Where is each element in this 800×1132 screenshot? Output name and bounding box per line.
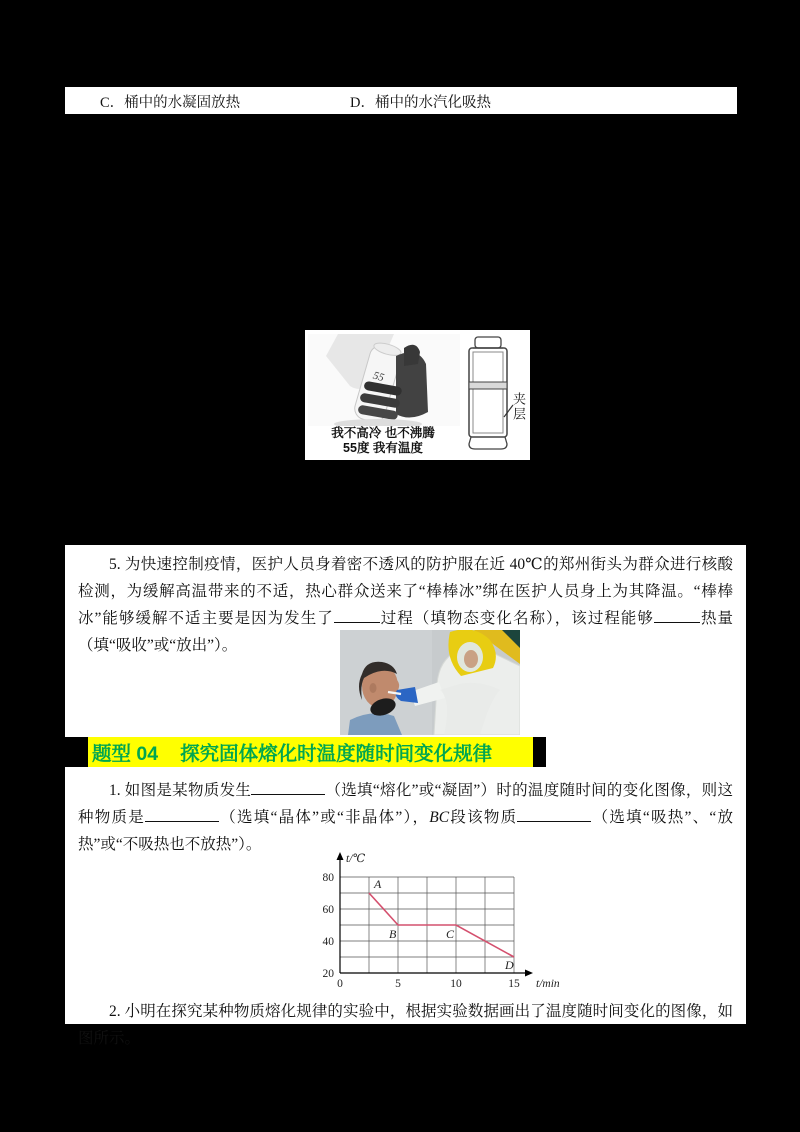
svg-text:20: 20	[322, 968, 334, 980]
text-segment: 热量（填“吸收”或“放出”）。	[78, 610, 733, 654]
svg-text:t/min: t/min	[536, 978, 560, 990]
bottle-caption-line1: 我不高冷 也不沸腾	[331, 426, 435, 440]
svg-text:15: 15	[508, 978, 520, 990]
section-title: 探究固体熔化时温度随时间变化规律	[180, 743, 493, 765]
text-segment: 1. 如图是某物质发生	[109, 782, 252, 799]
svg-text:60: 60	[322, 904, 334, 916]
question-2-text	[78, 998, 733, 1052]
svg-text:10: 10	[450, 978, 462, 990]
text-segment: 段该物质	[449, 809, 518, 826]
cup-interlayer-label: 夹层	[511, 392, 526, 422]
svg-text:C: C	[446, 927, 455, 941]
blank-phase-change-name	[334, 608, 380, 623]
temperature-time-chart	[300, 845, 560, 997]
section-badge: 题型 04	[92, 743, 159, 765]
text-segment: 5. 为快速控制疫情，医护人员身着密不透风的防护服在近 40℃的郑州街头为群众进行核酸检测，为缓解高温带来的不适，热心群众送来了“棒棒冰”绑在医护人员身上为其降温。“棒棒冰”能够缓解不适主要是因为发生了	[78, 556, 733, 627]
svg-text:D: D	[505, 958, 514, 972]
vacuum-cup-diagram	[463, 335, 515, 453]
option-c: C．桶中的水凝固放热	[100, 95, 241, 111]
svg-text:40: 40	[322, 936, 334, 948]
text-segment: 2. 小明在探究某种物质熔化规律的实验中，根据实验数据画出了温度随时间变化的图像，如图所示。	[78, 1003, 733, 1047]
svg-text:0: 0	[337, 978, 343, 990]
text-segment: （选填“晶体”或“非晶体”），	[219, 809, 430, 826]
options-strip	[65, 87, 737, 114]
bottle-55-mark: 55	[371, 369, 386, 385]
blank-melt-or-freeze	[251, 780, 325, 795]
bc-segment-label: BC	[429, 809, 450, 826]
bottle-caption-line2: 55度 我有温度	[343, 441, 423, 455]
text-segment: （选填“吸热”、“放热”或“不吸热也不放热”）。	[78, 809, 733, 853]
svg-text:80: 80	[322, 872, 334, 884]
worksheet-page	[65, 545, 746, 1047]
svg-text:5: 5	[395, 978, 401, 990]
nucleic-acid-test-photo	[340, 630, 520, 735]
svg-text:A: A	[374, 877, 382, 891]
svg-text:t/℃: t/℃	[346, 853, 366, 865]
text-segment: （选填“熔化”或“凝固”）时的温度随时间的变化图像，则这种物质是	[78, 782, 733, 826]
svg-text:B: B	[389, 927, 397, 941]
option-d: D．桶中的水汽化吸热	[350, 95, 491, 111]
blank-heat-behavior	[517, 807, 591, 822]
blank-absorb-release	[654, 608, 700, 623]
band-right-block	[533, 737, 546, 767]
band-left-block	[65, 737, 88, 767]
figure-bottle-and-cup	[305, 330, 530, 460]
blank-crystal	[145, 807, 219, 822]
section-header	[88, 737, 533, 767]
text-segment: 过程（填物态变化名称），该过程能够	[379, 610, 654, 627]
bottle-photo-illustration	[308, 334, 460, 426]
